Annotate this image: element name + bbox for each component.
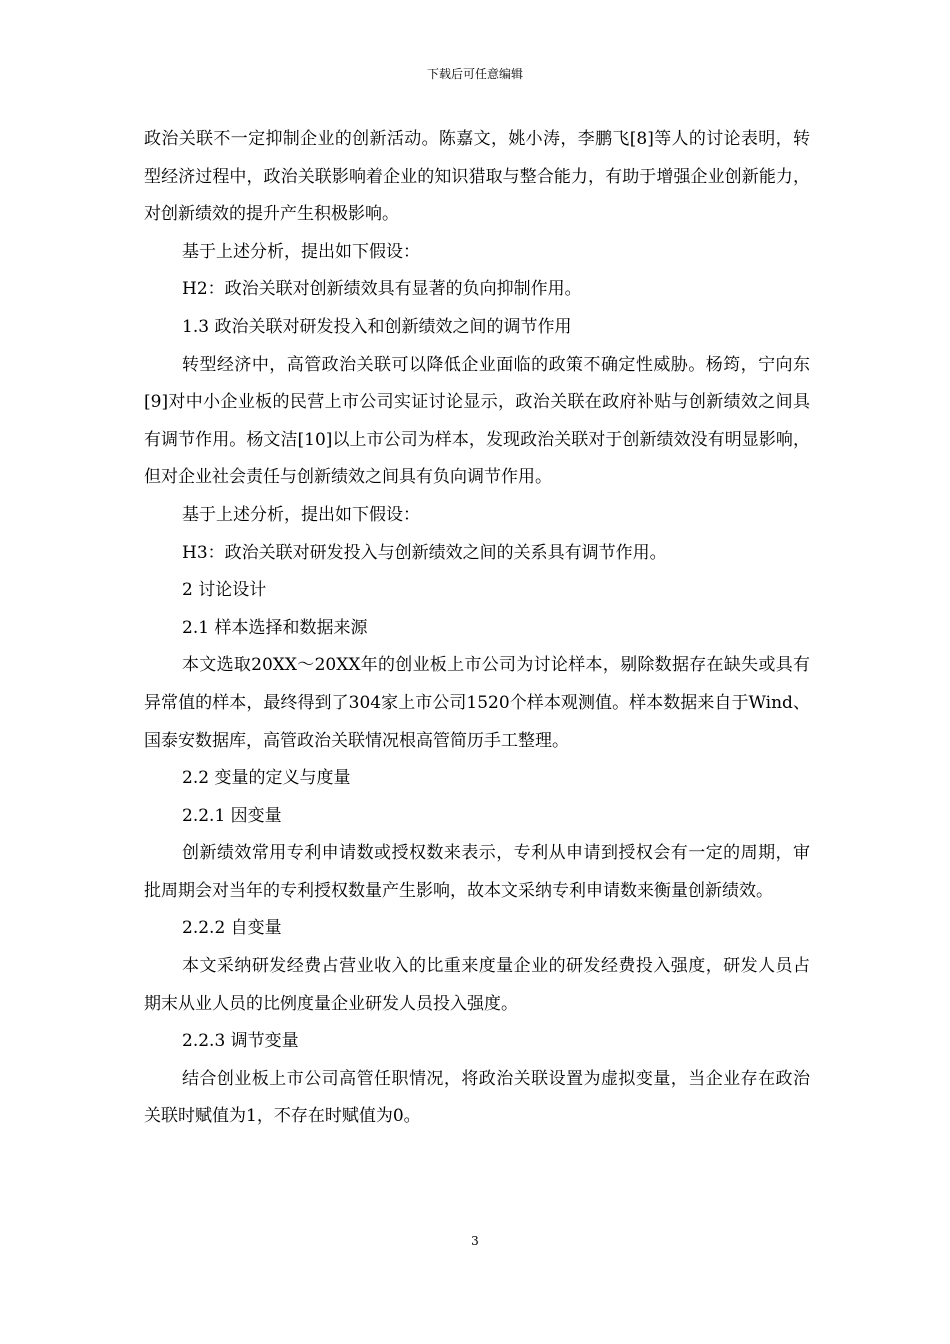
section-heading-1-3: 1.3 政治关联对研发投入和创新绩效之间的调节作用 (182, 316, 572, 337)
paragraph-10: 本文选取20XX～20XX年的创业板上市公司为讨论样本，剔除数据存在缺失或具有异常值的样本，最终得到了304家上市公司1520个样本观测值。样本数据来自于Wind、国泰安数据库，高管政治关联情况根高管简历手工整理。 (144, 655, 810, 751)
paragraph-13: 创新绩效常用专利申请数或授权数来表示，专利从申请到授权会有一定的周期，审批周期会对当年的专利授权数量产生影响，故本文采纳专利申请数来衡量创新绩效。 (144, 843, 810, 901)
hypothesis-h2: H2：政治关联对创新绩效具有显著的负向抑制作用。 (182, 279, 582, 300)
paragraph-15: 本文采纳研发经费占营业收入的比重来度量企业的研发经费投入强度，研发人员占期末从业人员的比例度量企业研发人员投入强度。 (144, 956, 810, 1014)
page-number: 3 (471, 1234, 479, 1248)
hypothesis-h3: H3：政治关联对研发投入与创新绩效之间的关系具有调节作用。 (182, 542, 667, 563)
section-heading-2-2-1: 2.2.1 因变量 (182, 805, 282, 826)
paragraph-5: 转型经济中，高管政治关联可以降低企业面临的政策不确定性威胁。杨筠，宁向东[9]对中小企业板的民营上市公司实证讨论显示，政治关联在政府补贴与创新绩效之间具有调节作用。杨文洁[10]以上市公司为样本，发现政治关联对于创新绩效没有明显影响，但对企业社会责任与创新绩效之间具有负向调节作用。 (144, 354, 810, 488)
paragraph-2: 基于上述分析，提出如下假设： (182, 241, 420, 262)
paragraph-1: 政治关联不一定抑制企业的创新活动。陈嘉文，姚小涛，李鹏飞[8]等人的讨论表明，转型经济过程中，政治关联影响着企业的知识猎取与整合能力，有助于增强企业创新能力，对创新绩效的提升产生积极影响。 (144, 129, 810, 225)
section-heading-2-1: 2.1 样本选择和数据来源 (182, 617, 368, 638)
section-heading-2: 2 讨论设计 (182, 580, 267, 601)
document-body (144, 121, 810, 1136)
page-header: 下载后可任意编辑 (426, 67, 523, 81)
section-heading-2-2: 2.2 变量的定义与度量 (182, 768, 351, 789)
paragraph-17: 结合创业板上市公司高管任职情况，将政治关联设置为虚拟变量，当企业存在政治关联时赋值为1，不存在时赋值为0。 (144, 1068, 810, 1127)
section-heading-2-2-2: 2.2.2 自变量 (182, 918, 282, 939)
paragraph-6: 基于上述分析，提出如下假设： (182, 504, 420, 525)
section-heading-2-2-3: 2.2.3 调节变量 (182, 1031, 299, 1052)
